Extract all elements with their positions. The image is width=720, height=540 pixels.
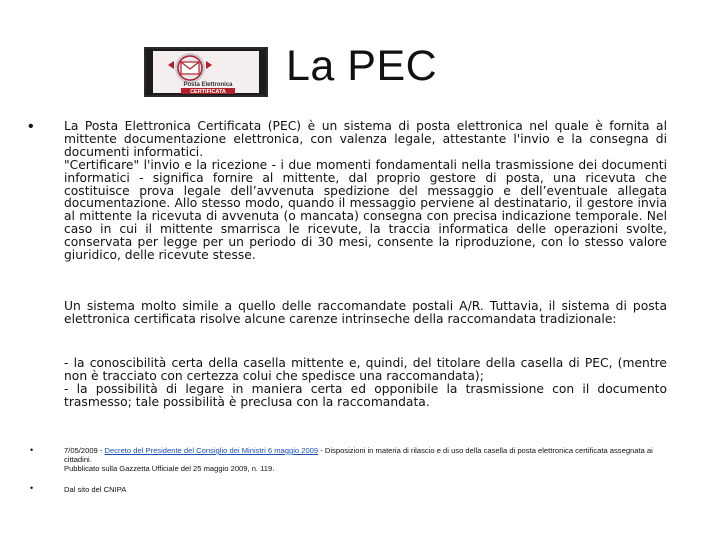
paragraph-pec-intro: La Posta Elettronica Certificata (PEC) è un sistema di posta elettronica nel quale è fornita al mittente documentazione elettronica, con valenza legale, attestante l'invio e la consegna di documenti informatici. [64, 119, 667, 159]
logo-line1: Posta Elettronica [183, 82, 233, 88]
pec-logo [144, 47, 268, 97]
decree-link[interactable]: Decreto del Presidente del Consiglio dei Ministri 6 maggio 2009 [104, 446, 319, 455]
advantage-item: - la possibilità di legare in maniera certa ed opponibile la trasmissione con il documento trasmesso; tale possibilità è preclusa con la raccomandata. [64, 381, 667, 409]
note-decree [64, 446, 674, 474]
note-description: - Disposizioni in materia di rilascio e di uso della casella di posta elettronica certificata assegnata ai cittadini. [64, 446, 653, 465]
paragraph-raccomandate: Un sistema molto simile a quello delle raccomandate postali A/R. Tuttavia, il sistema di posta elettronica certificata risolve alcune carenze intrinseche della raccomandata tradizionale: [64, 299, 667, 326]
logo-line2: CERTIFICATA [190, 89, 226, 95]
bullet-marker: • [30, 445, 34, 455]
note-date: 7/05/2009 - [64, 446, 105, 455]
paragraph-pec-definition [64, 120, 667, 262]
paragraph-advantages [64, 357, 667, 409]
bullet-marker: • [30, 483, 34, 493]
bullet-marker: • [28, 118, 34, 135]
note-publication: Pubblicato sulla Gazzetta Ufficiale del 25 maggio 2009, n. 119. [64, 464, 275, 474]
page-title: La PEC [286, 42, 438, 90]
advantage-item: - la conoscibilità certa della casella mittente e, quindi, del titolare della casella di PEC, (mentre non è tracciato con certezza colui che spedisce una raccomandata); [64, 356, 667, 383]
note-source: Dal sito del CNIPA [64, 485, 127, 494]
pec-logo-graphic [146, 49, 266, 95]
paragraph-certificare: "Certificare" l'invio e la ricezione - i due momenti fondamentali nella trasmissione dei documenti informatici - significa fornire al mittente, dal proprio gestore di posta, una ricevuta che costituisce prova legale dell’avvenuta spedizione del messaggio e dell’eventuale allegata documentazione. Allo stesso modo, quando il messaggio perviene al destinatario, il gestore invia al mittente la ricevuta di avvenuta (o mancata) consegna con precisa indicazione temporale. Nel caso in cui il mittente smarrisca le ricevute, la traccia informatica delle operazioni svolte, conservata per legge per un periodo di 30 mesi, consente la riproduzione, con lo stesso valore giuridico, delle ricevute stesse. [64, 157, 667, 263]
